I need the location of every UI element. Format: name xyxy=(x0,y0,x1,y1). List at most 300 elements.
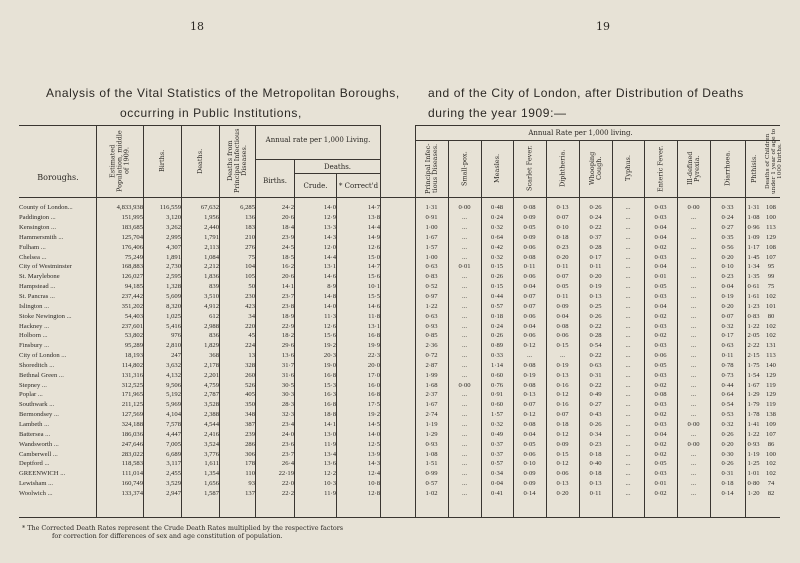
cell-value: 4,833,938 xyxy=(116,204,143,212)
gutter xyxy=(380,390,415,400)
table-row xyxy=(19,213,780,223)
cell-value: 2·05 xyxy=(747,332,760,340)
cell-value: 0·06 xyxy=(556,332,569,340)
gutter xyxy=(380,449,415,459)
cell-value: 15·5 xyxy=(367,293,380,301)
cell-value: 176,406 xyxy=(121,243,143,251)
cell-value: 0·07 xyxy=(523,302,536,310)
cell-value: 14·0 xyxy=(323,204,336,212)
cell-value: ... xyxy=(691,224,696,232)
table-row xyxy=(19,242,780,252)
cell-value: 387 xyxy=(245,420,255,428)
table-row xyxy=(19,203,780,213)
cell-value: 18,193 xyxy=(124,352,143,360)
table-row xyxy=(19,429,780,439)
cell-value: 283,022 xyxy=(121,450,143,458)
gutter xyxy=(380,361,415,371)
cell-value: 0·03 xyxy=(654,204,667,212)
cell-value: ... xyxy=(462,430,467,438)
cell-value: ... xyxy=(462,253,467,261)
cell-value: 1·67 xyxy=(425,233,438,241)
cell-value: 1,829 xyxy=(204,342,219,350)
cell-value: ... xyxy=(462,420,467,428)
cell-value: 0·22 xyxy=(589,224,602,232)
cell-value: ... xyxy=(462,342,467,350)
borough-name: Fulham ... xyxy=(19,243,46,251)
cell-value: 0·11 xyxy=(523,263,536,271)
borough-name: Hampstead ... xyxy=(19,283,56,291)
cell-value: 0·11 xyxy=(589,263,602,271)
cell-value: 0·80 xyxy=(747,480,760,488)
cell-value: 286 xyxy=(245,440,255,448)
cell-value: 19·2 xyxy=(367,411,380,419)
cell-value: 0·03 xyxy=(654,214,667,222)
cell-value: 4,104 xyxy=(166,411,181,419)
cell-value: 0·13 xyxy=(589,293,602,301)
cell-value: 405 xyxy=(245,391,255,399)
cell-value: 1·99 xyxy=(425,371,438,379)
cell-value: 0·32 xyxy=(490,420,504,428)
col-header-rate-births: Births. xyxy=(263,177,287,185)
cell-value: 247,646 xyxy=(121,440,143,448)
cell-value: 0·03 xyxy=(654,322,667,330)
cell-value: 0·05 xyxy=(556,283,569,291)
cell-value: 13·3 xyxy=(323,224,336,232)
cell-value: 118,583 xyxy=(121,460,143,468)
col-header-deaths: Deaths. xyxy=(196,148,204,174)
cell-value: 0·49 xyxy=(589,391,602,399)
cell-value: 0·83 xyxy=(747,312,760,320)
cell-value: 5,609 xyxy=(166,293,181,301)
cell-value: 0·04 xyxy=(490,480,504,488)
cell-value: 29·6 xyxy=(281,342,294,350)
cell-value: 0·26 xyxy=(721,430,734,438)
cell-value: 0·04 xyxy=(654,430,667,438)
cell-value: 178 xyxy=(245,460,255,468)
table-row xyxy=(19,331,780,341)
gutter xyxy=(380,272,415,282)
cell-value: ... xyxy=(691,430,696,438)
cell-value: ... xyxy=(691,273,696,281)
cell-value: ... xyxy=(691,381,696,389)
cell-value: 9,506 xyxy=(166,381,181,389)
cell-value: 2,947 xyxy=(166,489,181,497)
cell-value: ... xyxy=(691,480,696,488)
cell-value: ... xyxy=(691,391,696,399)
cell-value: ... xyxy=(625,430,631,438)
cell-value: ... xyxy=(462,332,467,340)
cell-value: 109 xyxy=(766,420,776,428)
cell-value: 19·0 xyxy=(323,361,336,369)
cell-value: 0·12 xyxy=(523,411,536,419)
cell-value: ... xyxy=(691,460,696,468)
cell-value: 350 xyxy=(245,401,255,409)
cell-value: 220 xyxy=(245,322,255,330)
cell-value: 22·0 xyxy=(281,480,294,488)
gutter xyxy=(380,488,415,498)
cell-value: 102 xyxy=(766,460,776,468)
cell-value: 0·12 xyxy=(556,391,569,399)
cell-value: ... xyxy=(691,263,696,271)
cell-value: 0·02 xyxy=(654,332,667,340)
cell-value: 0·03 xyxy=(654,293,667,301)
col-header-annual-rate-living: Annual Rate per 1,000 living. xyxy=(528,129,633,137)
cell-value: 0·03 xyxy=(654,371,667,379)
cell-value: 1·68 xyxy=(425,381,438,389)
deaths-group-rule xyxy=(294,173,380,174)
cell-value: 351,202 xyxy=(121,302,143,310)
cell-value: ... xyxy=(462,273,467,281)
rate-group-rule xyxy=(255,159,380,160)
cell-value: 0·02 xyxy=(654,440,667,448)
cell-value: 18·8 xyxy=(323,411,336,419)
cell-value: 0·16 xyxy=(556,381,569,389)
cell-value: 0·15 xyxy=(490,283,504,291)
col-header-diphtheria: Diphtheria. xyxy=(558,149,567,188)
cell-value: 1·29 xyxy=(425,430,438,438)
footnote-line1: * The Corrected Death Rates represent the Crude Death Rates multiplied by the respective factors xyxy=(22,524,344,532)
cell-value: 0·48 xyxy=(490,204,504,212)
cell-value: 0·32 xyxy=(721,420,734,428)
cell-value: 0·27 xyxy=(721,224,734,232)
cell-value: 3,120 xyxy=(166,214,181,222)
cell-value: 0·03 xyxy=(654,342,667,350)
cell-value: 1·45 xyxy=(747,253,760,261)
cell-value: 0·03 xyxy=(654,401,667,409)
cell-value: 0·09 xyxy=(523,214,536,222)
cell-value: 108 xyxy=(766,243,776,251)
cell-value: ... xyxy=(462,243,467,251)
table-row xyxy=(19,439,780,449)
cell-value: 75 xyxy=(248,253,255,261)
cell-value: 2,995 xyxy=(166,233,181,241)
cell-value: 0·49 xyxy=(490,430,504,438)
cell-value: 239 xyxy=(245,430,255,438)
cell-value: 108 xyxy=(766,204,776,212)
cell-value: 136 xyxy=(245,214,255,222)
cell-value: 0·57 xyxy=(490,302,504,310)
cell-value: ... xyxy=(691,283,696,291)
cell-value: 324,188 xyxy=(121,420,143,428)
cell-value: 12·6 xyxy=(323,322,336,330)
cell-value: 224 xyxy=(245,342,255,350)
cell-value: 24·2 xyxy=(281,204,294,212)
cell-value: 20·3 xyxy=(323,352,336,360)
cell-value: 0·13 xyxy=(589,480,602,488)
cell-value: 0·04 xyxy=(654,224,667,232)
cell-value: 247 xyxy=(171,352,181,360)
borough-name: Deptford ... xyxy=(19,460,50,468)
cell-value: 612 xyxy=(209,312,219,320)
cell-value: 0·05 xyxy=(523,440,536,448)
cell-value: 1·34 xyxy=(747,263,760,271)
cell-value: 14·5 xyxy=(367,420,380,428)
title-right-line1: and of the City of London, after Distribution of Deaths xyxy=(428,86,744,100)
cell-value: 0·10 xyxy=(523,460,536,468)
cell-value: ... xyxy=(625,391,631,399)
cell-value: 0·09 xyxy=(523,470,536,478)
cell-value: ... xyxy=(625,233,631,241)
cell-value: 1·29 xyxy=(747,391,760,399)
cell-value: 1·20 xyxy=(747,489,760,497)
cell-value: 14·4 xyxy=(323,253,336,261)
gutter xyxy=(380,420,415,430)
cell-value: 0·02 xyxy=(654,489,667,497)
col-header-diarrhoea: Diarrhoea. xyxy=(723,150,732,187)
cell-value: 260 xyxy=(245,371,255,379)
table-row xyxy=(19,272,780,282)
borough-name: Southwark ... xyxy=(19,401,55,409)
cell-value: 22·19 xyxy=(278,470,294,478)
cell-value: 2,810 xyxy=(166,342,181,350)
col-header-phthisis: Phthisis. xyxy=(750,154,758,183)
col-header-births: Births. xyxy=(158,149,166,173)
cell-value: 1·17 xyxy=(747,243,760,251)
cell-value: ... xyxy=(625,420,631,428)
cell-value: 328 xyxy=(245,361,255,369)
cell-value: 0·26 xyxy=(490,332,504,340)
cell-value: 526 xyxy=(245,381,255,389)
cell-value: 3,528 xyxy=(204,401,219,409)
col-header-smallpox: Small-pox. xyxy=(460,151,469,186)
cell-value: 14·1 xyxy=(323,420,336,428)
cell-value: 16·8 xyxy=(367,332,380,340)
header-bottom-rule xyxy=(19,197,780,198)
cell-value: 348 xyxy=(245,411,255,419)
cell-value: 1·22 xyxy=(747,430,760,438)
cell-value: 3,524 xyxy=(204,440,219,448)
cell-value: 1·61 xyxy=(747,293,760,301)
cell-value: 3,776 xyxy=(204,450,219,458)
cell-value: ... xyxy=(625,381,631,389)
cell-value: 0·24 xyxy=(721,214,734,222)
cell-value: 0·04 xyxy=(523,283,536,291)
cell-value: 0·52 xyxy=(425,283,438,291)
cell-value: 1·22 xyxy=(747,322,760,330)
cell-value: 82 xyxy=(767,489,775,497)
cell-value: 836 xyxy=(209,332,219,340)
cell-value: 0·43 xyxy=(589,411,602,419)
cell-value: 18·5 xyxy=(281,253,294,261)
cell-value: ... xyxy=(691,214,696,222)
table-body xyxy=(19,203,780,498)
cell-value: 0·01 xyxy=(654,273,667,281)
cell-value: 2,595 xyxy=(166,273,181,281)
cell-value: 0·26 xyxy=(589,312,602,320)
cell-value: 0·03 xyxy=(654,253,667,261)
cell-value: 95 xyxy=(767,263,775,271)
cell-value: 23·8 xyxy=(281,302,294,310)
cell-value: 10·3 xyxy=(323,480,336,488)
cell-value: ... xyxy=(691,371,696,379)
cell-value: 45 xyxy=(248,332,255,340)
header-top-rule xyxy=(19,125,380,126)
cell-value: 113 xyxy=(766,352,776,360)
cell-value: 0·06 xyxy=(556,470,569,478)
cell-value: 0·24 xyxy=(490,322,504,330)
cell-value: 0·08 xyxy=(523,381,536,389)
cell-value: 2,201 xyxy=(204,371,219,379)
cell-value: 0·93 xyxy=(425,440,438,448)
cell-value: 0·09 xyxy=(556,302,569,310)
cell-value: 2,212 xyxy=(204,263,219,271)
cell-value: 102 xyxy=(766,332,776,340)
cell-value: 0·00 xyxy=(687,420,700,428)
cell-value: 15·6 xyxy=(323,332,336,340)
cell-value: ... xyxy=(691,411,696,419)
cell-value: 14·4 xyxy=(367,224,380,232)
cell-value: 4,544 xyxy=(204,420,219,428)
cell-value: 1·01 xyxy=(747,470,760,478)
cell-value: 1·31 xyxy=(747,204,760,212)
borough-name: Finsbury ... xyxy=(19,342,50,350)
cell-value: 102 xyxy=(766,293,776,301)
cell-value: 6,689 xyxy=(166,450,181,458)
col-header-crude: Crude. xyxy=(303,182,328,190)
cell-value: ... xyxy=(462,489,467,497)
cell-value: 0·05 xyxy=(654,361,667,369)
cell-value: 0·57 xyxy=(425,480,438,488)
cell-value: 1·00 xyxy=(425,224,438,232)
cell-value: 16·0 xyxy=(367,381,380,389)
cell-value: ... xyxy=(462,283,467,291)
title-left-line2: occurring in Public Institutions, xyxy=(120,106,302,120)
cell-value: 1,611 xyxy=(204,460,219,468)
gutter xyxy=(380,262,415,272)
cell-value: 138 xyxy=(766,411,776,419)
cell-value: 14·7 xyxy=(367,204,380,212)
cell-value: 0·20 xyxy=(589,273,602,281)
cell-value: 0·60 xyxy=(490,401,504,409)
cell-value: ... xyxy=(462,293,467,301)
cell-value: 0·07 xyxy=(523,401,536,409)
cell-value: 0·12 xyxy=(556,460,569,468)
cell-value: 26·4 xyxy=(281,460,294,468)
cell-value: 0·78 xyxy=(721,361,734,369)
cell-value: 11·9 xyxy=(324,440,336,448)
cell-value: 2,787 xyxy=(204,391,219,399)
table-row xyxy=(19,301,780,311)
title-left-line1: Analysis of the Vital Statistics of the Metropolitan Boroughs, xyxy=(46,86,400,100)
cell-value: 186,036 xyxy=(121,430,143,438)
cell-value: ... xyxy=(625,293,631,301)
table-row xyxy=(19,420,780,430)
cell-value: 0·06 xyxy=(523,243,536,251)
cell-value: 1·41 xyxy=(747,420,760,428)
table-row xyxy=(19,449,780,459)
cell-value: 93 xyxy=(248,480,255,488)
gutter xyxy=(380,341,415,351)
cell-value: ... xyxy=(625,214,631,222)
cell-value: 0·19 xyxy=(523,371,536,379)
borough-name: Camberwell ... xyxy=(19,450,58,458)
cell-value: 0·13 xyxy=(556,371,569,379)
cell-value: 0·22 xyxy=(589,352,602,360)
cell-value: ... xyxy=(691,401,696,409)
cell-value: ... xyxy=(625,352,631,360)
cell-value: 0·11 xyxy=(556,293,569,301)
cell-value: 0·20 xyxy=(721,302,734,310)
cell-value: 0·00 xyxy=(458,204,471,212)
cell-value: ... xyxy=(462,470,467,478)
gutter xyxy=(380,301,415,311)
cell-value: 50 xyxy=(248,283,255,291)
cell-value: 0·89 xyxy=(490,342,504,350)
cell-value: 0·08 xyxy=(523,204,536,212)
cell-value: 0·19 xyxy=(556,361,569,369)
table-bottom-rule xyxy=(19,517,780,518)
cell-value: 0·09 xyxy=(523,480,536,488)
cell-value: ... xyxy=(462,312,467,320)
cell-value: 86 xyxy=(767,440,775,448)
cell-value: 0·07 xyxy=(556,411,569,419)
borough-name: City of Westminster xyxy=(19,263,72,271)
cell-value: 0·20 xyxy=(556,253,569,261)
col-header-measles: Measles. xyxy=(493,153,501,184)
cell-value: 0·00 xyxy=(687,204,700,212)
cell-value: 0·31 xyxy=(721,470,734,478)
cell-value: ... xyxy=(462,214,467,222)
cell-value: 20·6 xyxy=(281,214,294,222)
cell-value: 0·07 xyxy=(556,273,569,281)
cell-value: 12·8 xyxy=(367,489,380,497)
cell-value: 13·1 xyxy=(367,322,380,330)
cell-value: 1,025 xyxy=(166,312,181,320)
cell-value: ... xyxy=(462,322,467,330)
cell-value: ... xyxy=(625,371,631,379)
cell-value: 0·26 xyxy=(721,460,734,468)
cell-value: 75,249 xyxy=(124,253,143,261)
cell-value: ... xyxy=(462,440,467,448)
cell-value: 0·26 xyxy=(589,420,602,428)
cell-value: 100 xyxy=(766,450,776,458)
cell-value: ... xyxy=(462,480,467,488)
cell-value: 14·1 xyxy=(281,283,294,291)
cell-value: 133,374 xyxy=(121,489,143,497)
cell-value: 210 xyxy=(245,233,255,241)
cell-value: 3,262 xyxy=(166,224,181,232)
gutter xyxy=(380,233,415,243)
cell-value: 0·34 xyxy=(589,430,602,438)
cell-value: 0·54 xyxy=(721,401,734,409)
cell-value: 0·99 xyxy=(425,470,438,478)
col-header-children: Deaths of Children under 1 year of age to 1000 births. xyxy=(765,128,783,195)
cell-value: 0·35 xyxy=(721,233,734,241)
cell-value: 1·57 xyxy=(425,243,438,251)
cell-value: 1·78 xyxy=(747,411,760,419)
cell-value: 0·15 xyxy=(556,450,569,458)
table-row xyxy=(19,410,780,420)
cell-value: ... xyxy=(625,332,631,340)
gutter xyxy=(380,292,415,302)
cell-value: 20·0 xyxy=(367,361,380,369)
cell-value: 14·6 xyxy=(323,273,336,281)
borough-name: Lambeth ... xyxy=(19,420,50,428)
cell-value: 125,704 xyxy=(121,233,143,241)
gutter xyxy=(380,410,415,420)
cell-value: 14·0 xyxy=(367,430,380,438)
cell-value: 14·9 xyxy=(367,233,380,241)
cell-value: ... xyxy=(625,361,631,369)
gutter xyxy=(380,282,415,292)
gutter xyxy=(380,459,415,469)
cell-value: 0·18 xyxy=(556,420,569,428)
cell-value: 8·9 xyxy=(327,283,336,291)
col-header-scarlet: Scarlet Fever. xyxy=(525,145,534,192)
cell-value: ... xyxy=(691,450,696,458)
col-header-rate-deaths: Deaths. xyxy=(323,163,352,171)
cell-value: 16·2 xyxy=(281,263,294,271)
